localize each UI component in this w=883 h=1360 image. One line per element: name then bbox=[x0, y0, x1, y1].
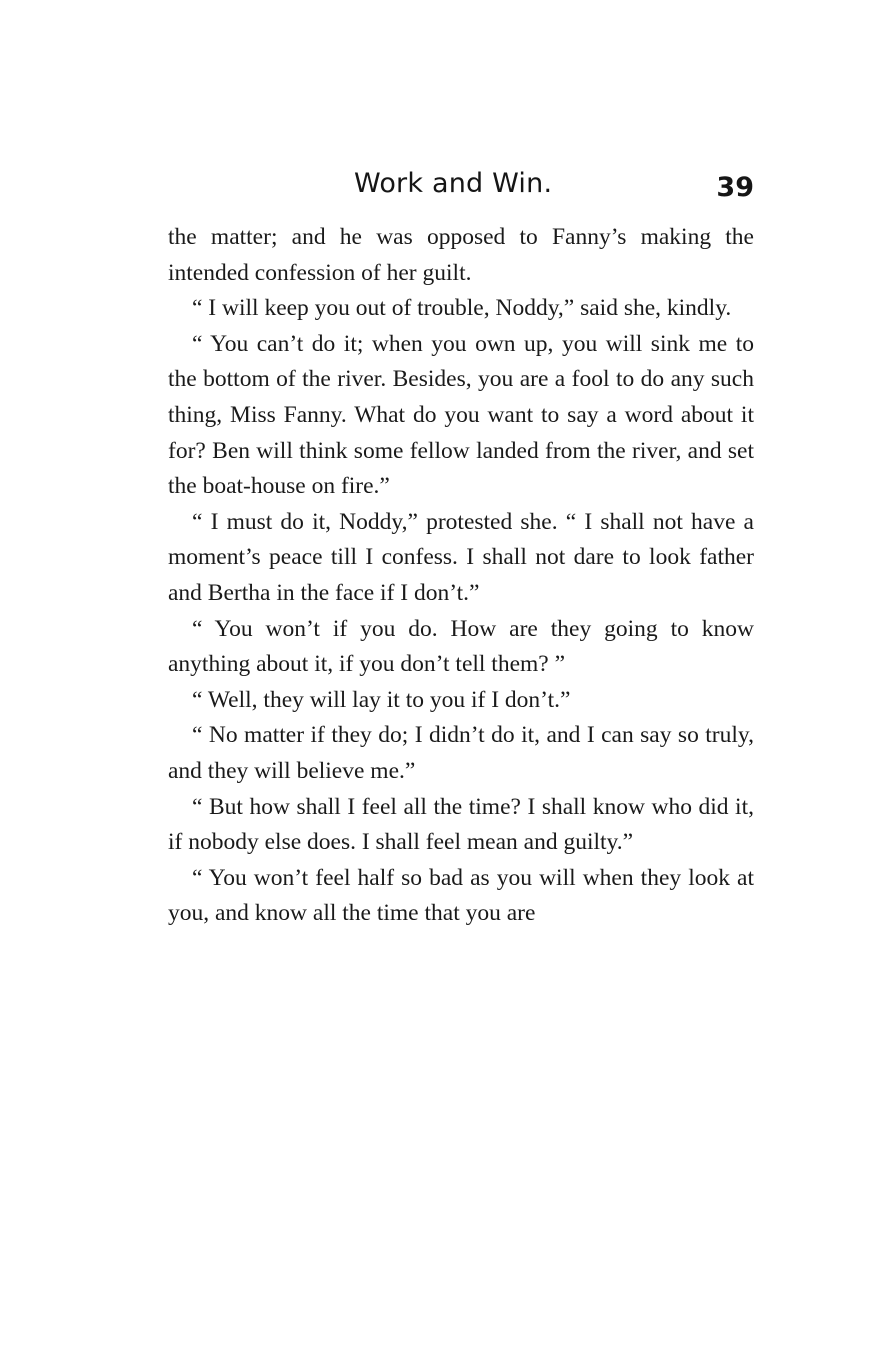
paragraph: “ I will keep you out of trouble, Noddy,” said she, kindly. bbox=[192, 295, 732, 322]
paragraph: “ But how shall I feel all the time? I shall know who did it, if nobody else does. I shall feel mean and guilty.” bbox=[168, 793, 754, 856]
paragraph: the matter; and he was opposed to Fanny’s making the intended confession of her guilt. bbox=[168, 224, 754, 286]
running-head bbox=[168, 168, 758, 208]
page-number: 39 bbox=[716, 172, 754, 203]
running-title: Work and Win. bbox=[354, 168, 553, 199]
paragraph: “ Well, they will lay it to you if I don’t.” bbox=[192, 686, 571, 713]
paragraph: “ You won’t if you do. How are they going to know anything about it, if you don’t tell them? ” bbox=[168, 615, 754, 678]
body-text bbox=[168, 220, 754, 932]
paragraph: “ You won’t feel half so bad as you will when they look at you, and know all the time that you are bbox=[168, 864, 754, 927]
paragraph: “ You can’t do it; when you own up, you will sink me to the bottom of the river. Besides, you are a fool to do any such thing, Miss Fanny. What do you want to say a word about it for? Ben will think some fellow landed from the river, and set the boat-house on fire.” bbox=[168, 330, 754, 500]
paragraph: “ I must do it, Noddy,” protested she. “ I shall not have a moment’s peace till I confess. I shall not dare to look father and Bertha in the face if I don’t.” bbox=[168, 508, 754, 606]
paragraph: “ No matter if they do; I didn’t do it, and I can say so truly, and they will believe me.” bbox=[168, 722, 754, 784]
